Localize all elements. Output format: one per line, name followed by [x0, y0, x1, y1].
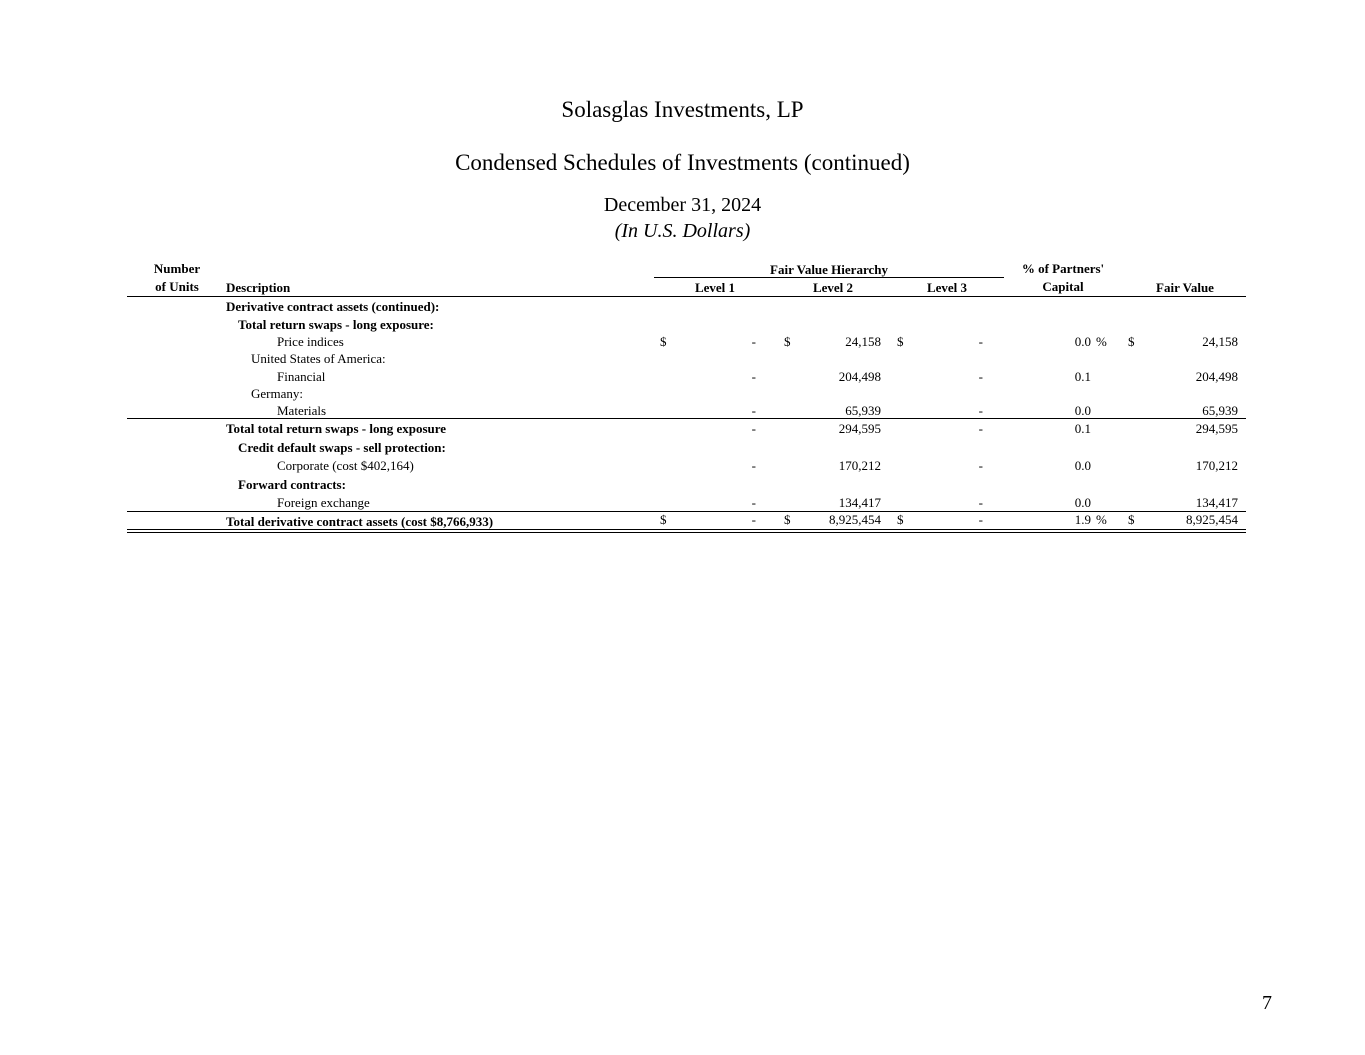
- row-subsection-heading: Forward contracts:: [238, 477, 346, 492]
- currency-note: (In U.S. Dollars): [614, 220, 751, 242]
- row-level2: 24,158: [845, 334, 881, 349]
- page-number: 7: [1262, 992, 1272, 1014]
- row-description: Foreign exchange: [277, 495, 370, 510]
- hierarchy-underline: [654, 277, 1004, 278]
- row-level1: -: [751, 421, 756, 436]
- col-units-line1: Number: [153, 261, 201, 276]
- row-pct-capital: 0.1: [1074, 369, 1091, 384]
- row-level3: -: [978, 334, 983, 349]
- col-pct-line1: % of Partners': [1021, 261, 1105, 276]
- row-description: Materials: [277, 403, 327, 418]
- dollar-sign: $: [897, 334, 904, 349]
- schedule-title: Condensed Schedules of Investments (continued): [455, 150, 910, 175]
- col-fair-value-hierarchy: Fair Value Hierarchy: [770, 262, 888, 277]
- row-level1: -: [751, 495, 756, 510]
- row-grand-total: Total derivative contract assets (cost $8,766,933): [226, 514, 494, 529]
- row-level2: 134,417: [838, 495, 881, 510]
- row-level1: -: [751, 403, 756, 418]
- row-fair-value: 65,939: [1202, 403, 1238, 418]
- row-level3: -: [978, 403, 983, 418]
- subtotal-rule: [127, 418, 1246, 419]
- col-level2: Level 2: [812, 280, 854, 295]
- header-rule: [127, 296, 1246, 297]
- row-description: Financial: [277, 369, 326, 384]
- percent-sign: %: [1096, 512, 1107, 527]
- col-fair-value: Fair Value: [1156, 280, 1214, 295]
- row-level1: -: [751, 512, 756, 527]
- row-level3: -: [978, 512, 983, 527]
- col-pct-line2: Capital: [1042, 279, 1084, 294]
- row-description: Price indices: [277, 334, 344, 349]
- row-subsection-heading: Credit default swaps - sell protection:: [238, 440, 446, 455]
- dollar-sign: $: [660, 512, 667, 527]
- row-pct-capital: 0.0: [1074, 403, 1091, 418]
- dollar-sign: $: [784, 512, 791, 527]
- row-country-heading: United States of America:: [251, 351, 386, 366]
- row-level2: 204,498: [838, 369, 881, 384]
- row-level1: -: [751, 369, 756, 384]
- row-fair-value: 204,498: [1195, 369, 1238, 384]
- report-date: December 31, 2024: [603, 194, 762, 216]
- dollar-sign: $: [897, 512, 904, 527]
- row-level3: -: [978, 369, 983, 384]
- col-description: Description: [226, 280, 291, 295]
- row-level2: 294,595: [838, 421, 881, 436]
- row-subsection-heading: Total return swaps - long exposure:: [238, 317, 434, 332]
- dollar-sign: $: [1128, 334, 1135, 349]
- row-level3: -: [978, 421, 983, 436]
- row-subtotal: Total total return swaps - long exposure: [226, 421, 447, 436]
- company-name: Solasglas Investments, LP: [561, 97, 804, 122]
- dollar-sign: $: [660, 334, 667, 349]
- dollar-sign: $: [1128, 512, 1135, 527]
- row-pct-capital: 0.0: [1074, 495, 1091, 510]
- row-pct-capital: 0.1: [1074, 421, 1091, 436]
- row-level1: -: [751, 334, 756, 349]
- row-level1: -: [751, 458, 756, 473]
- row-level3: -: [978, 458, 983, 473]
- row-level3: -: [978, 495, 983, 510]
- row-fair-value: 24,158: [1202, 334, 1238, 349]
- row-pct-capital: 0.0: [1074, 334, 1091, 349]
- row-fair-value: 134,417: [1195, 495, 1238, 510]
- dollar-sign: $: [784, 334, 791, 349]
- row-level2: 8,925,454: [829, 512, 881, 527]
- row-fair-value: 8,925,454: [1186, 512, 1238, 527]
- col-level1: Level 1: [694, 280, 736, 295]
- row-pct-capital: 1.9: [1074, 512, 1091, 527]
- grand-total-double-rule: [127, 529, 1246, 533]
- row-pct-capital: 0.0: [1074, 458, 1091, 473]
- row-level2: 65,939: [845, 403, 881, 418]
- row-section-heading: Derivative contract assets (continued):: [226, 299, 440, 314]
- row-description: Corporate (cost $402,164): [277, 458, 414, 473]
- row-fair-value: 294,595: [1195, 421, 1238, 436]
- col-level3: Level 3: [926, 280, 968, 295]
- percent-sign: %: [1096, 334, 1107, 349]
- row-level2: 170,212: [838, 458, 881, 473]
- col-units-line2: of Units: [155, 279, 199, 294]
- row-country-heading: Germany:: [251, 386, 303, 401]
- row-fair-value: 170,212: [1195, 458, 1238, 473]
